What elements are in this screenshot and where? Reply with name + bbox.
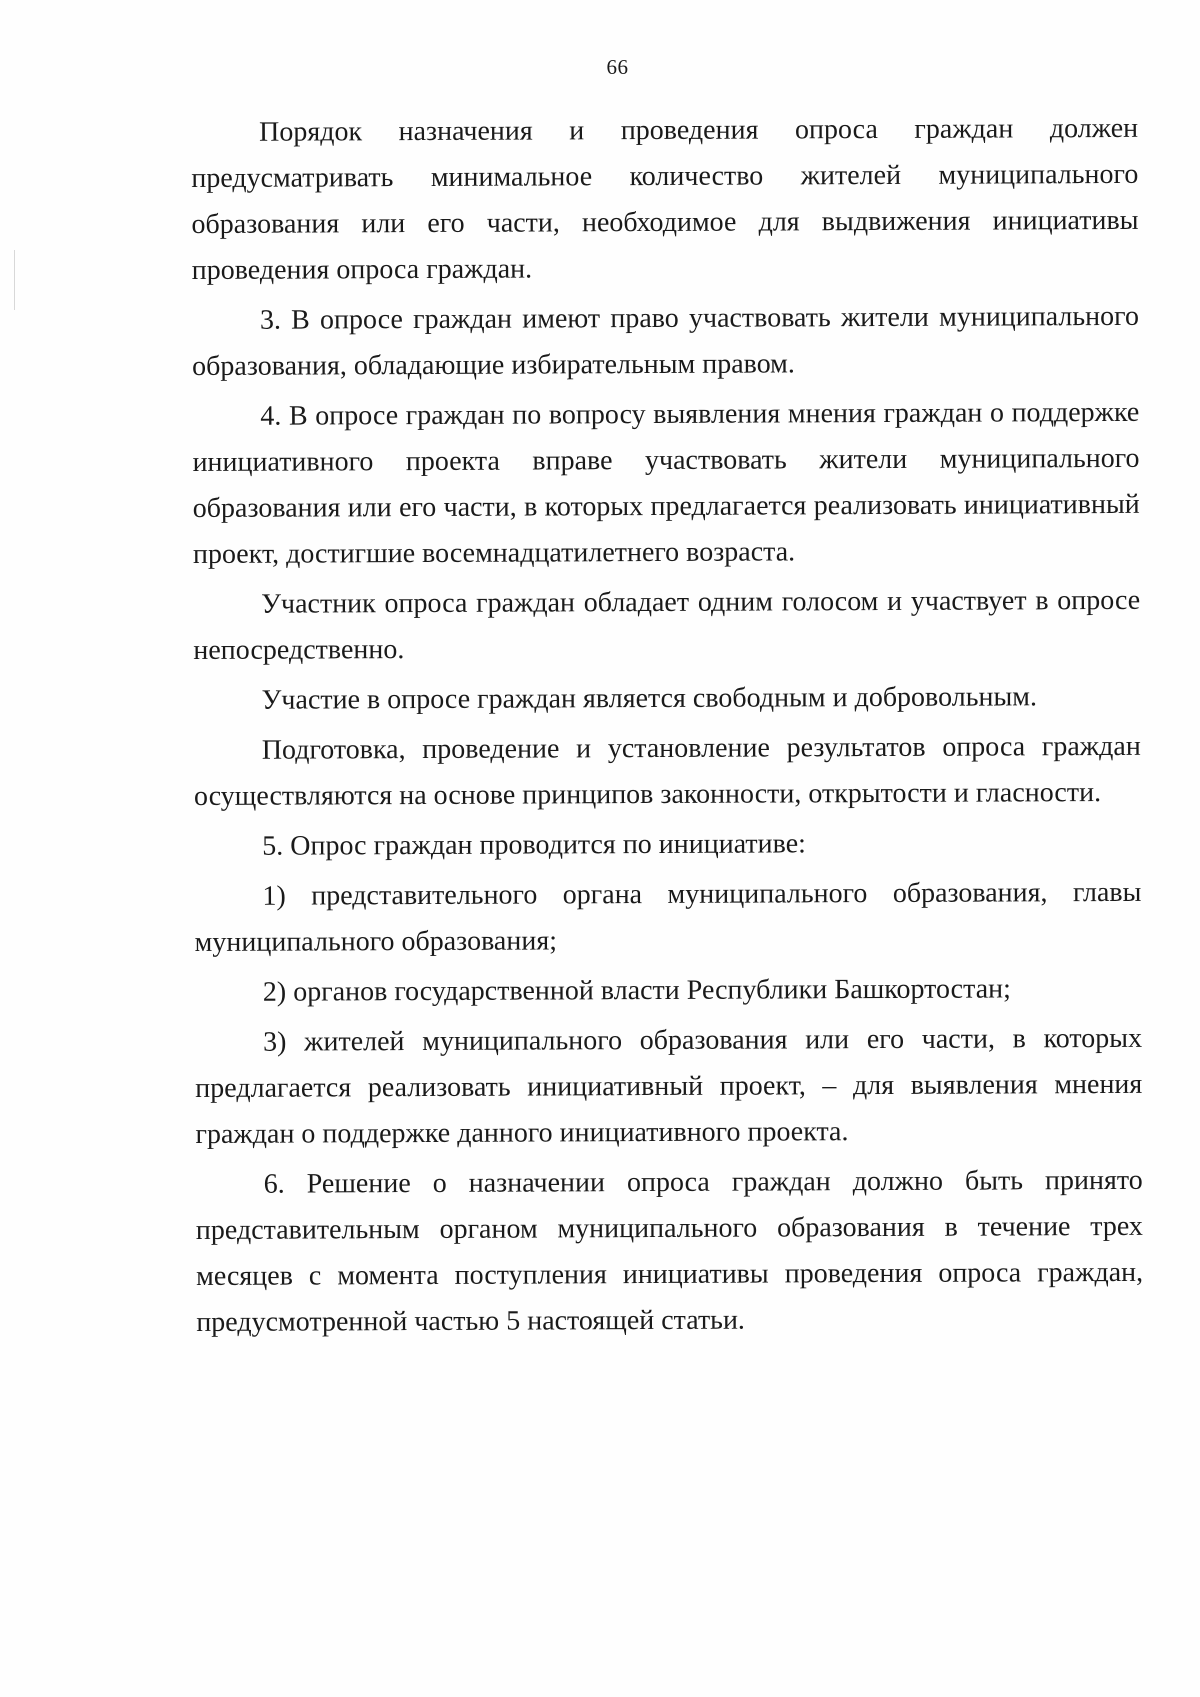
- paragraph-participant-vote: Участник опроса граждан обладает одним голосом и участвует в опросе непосредственно.: [193, 584, 1141, 666]
- paragraph-principles: Подготовка, проведение и установление результатов опроса граждан осуществляются на основе принципов законности, открытости и гласности.: [193, 730, 1141, 812]
- paragraph-subitem-3: 3) жителей муниципального образования или его части, в которых предлагается реализовать инициативный проект, – для выявления мнения граждан о поддержке данного инициативного проекта.: [195, 1022, 1143, 1150]
- paragraph-intro: Порядок назначения и проведения опроса граждан должен предусматривать минимальное количество жителей муниципального образования или его части, необходимое для выдвижения инициативы проведения опроса граждан.: [191, 112, 1139, 286]
- paragraph-subitem-1: 1) представительного органа муниципального образования, главы муниципального образования;: [194, 876, 1142, 958]
- paragraph-voluntary: Участие в опросе граждан является свободным и добровольным.: [261, 681, 1038, 716]
- scan-edge-mark: [14, 250, 15, 310]
- paragraph-item-3: 3. В опросе граждан имеют право участвовать жители муниципального образования, обладающие избирательным правом.: [192, 300, 1139, 382]
- page-number: 66: [606, 55, 629, 79]
- paragraph-item-4: 4. В опросе граждан по вопросу выявления мнения граждан о поддержке инициативного проекта вправе участвовать жители муниципального образования или его части, в которых предлагается реализовать инициативный проект, достигшие восемнадцатилетнего возраста.: [192, 396, 1140, 570]
- paragraph-item-5: 5. Опрос граждан проводится по инициативе:: [262, 828, 806, 862]
- paragraph-subitem-2: 2) органов государственной власти Республики Башкортостан;: [262, 973, 1011, 1008]
- document-body: [191, 106, 1143, 1346]
- paragraph-item-6: 6. Решение о назначении опроса граждан должно быть принято представительным органом муниципального образования в течение трех месяцев с момента поступления инициативы проведения опроса граждан, предусмотренной частью 5 настоящей статьи.: [195, 1164, 1144, 1338]
